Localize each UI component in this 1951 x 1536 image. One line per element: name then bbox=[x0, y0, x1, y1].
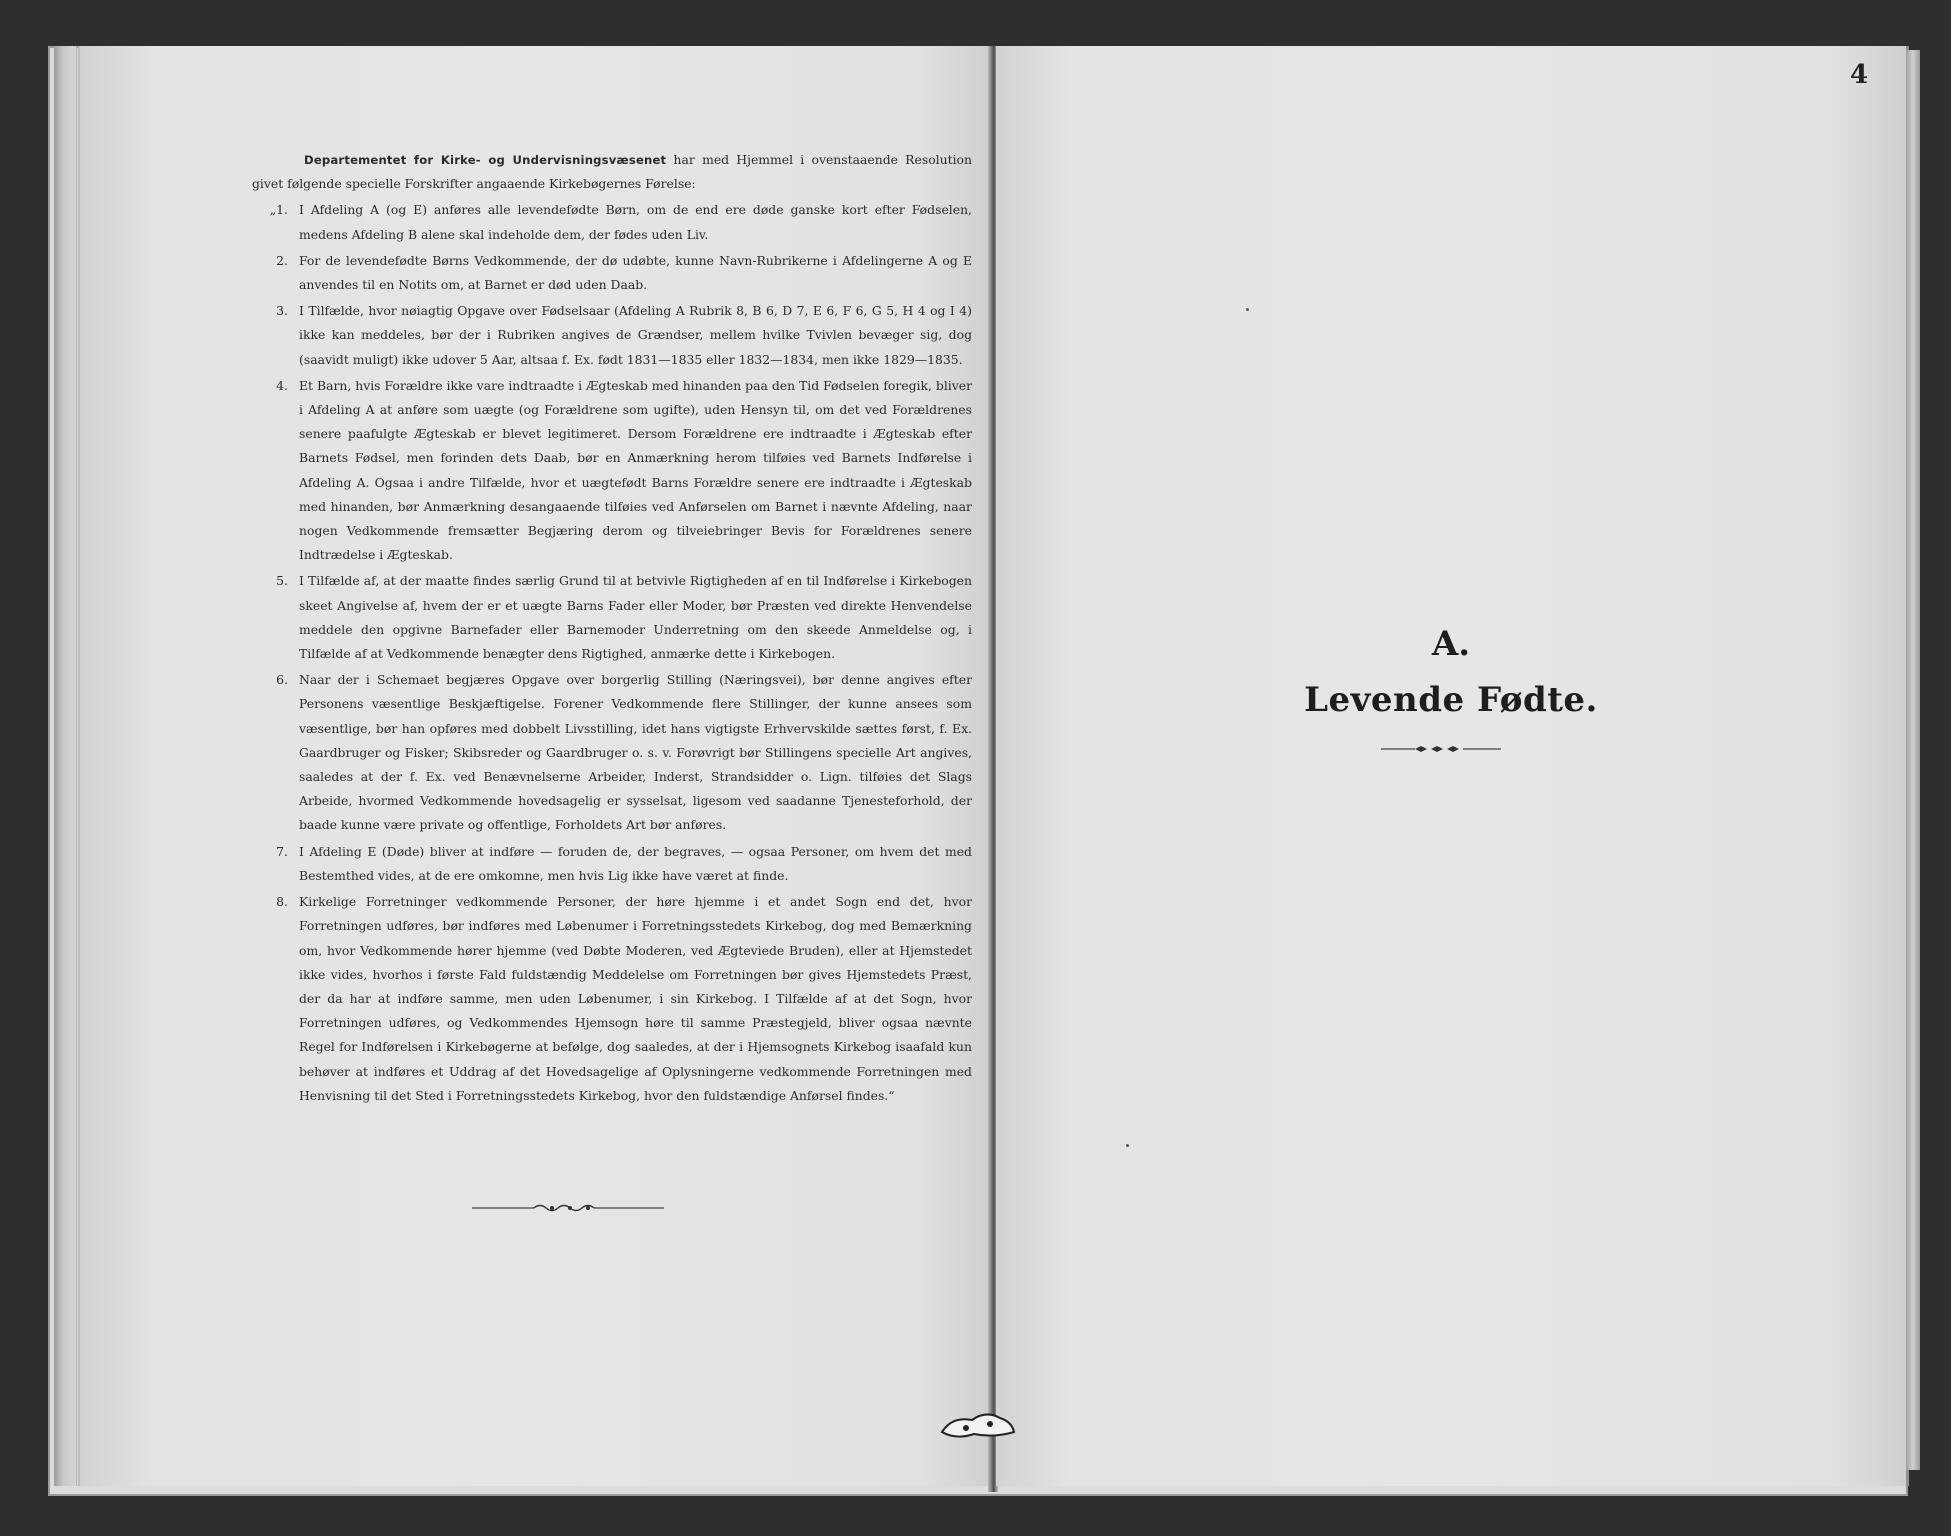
rule-paragraph bbox=[252, 668, 972, 837]
page-number: 4 bbox=[1850, 60, 1869, 90]
section-title: Levende Fødte. bbox=[1304, 680, 1598, 720]
left-page bbox=[78, 46, 992, 1486]
rule-paragraph bbox=[252, 374, 972, 568]
paper-speck bbox=[1126, 1144, 1129, 1147]
ornament-divider-right bbox=[1381, 744, 1501, 754]
rule-text: I Afdeling E (Døde) bliver at indføre — foruden de, der begraves, — ogsaa Personer, om hvem det med Bestemthed vides, at de ere omkomne, men hvis Lig ikke have været at finde. bbox=[299, 843, 972, 883]
right-page bbox=[996, 46, 1909, 1486]
ornament-divider-left bbox=[472, 1202, 664, 1214]
open-register-book bbox=[48, 46, 1908, 1496]
rule-number: 8. bbox=[276, 894, 288, 910]
regulations-text bbox=[252, 148, 972, 1108]
rule-number: 6. bbox=[276, 672, 288, 688]
rule-paragraph bbox=[252, 569, 972, 666]
rule-text: Naar der i Schemaet begjæres Opgave over borgerlig Stilling (Næringsvei), bør denne angives efter Personens væsentlige Beskjæftigelse. Forener Vedkommende flere Stillinger, der kunne ansees som væsentlige, bør han opføres med dobbelt Livsstilling, idet hans vigtigste Erhvervskilde sættes først, f. Ex. Gaardbruger og Fisker; Skibsreder og Gaardbruger o. s. v. Forøvrigt bør Stillingens specielle Art angives, saaledes at der f. Ex. ved Benævnelserne Arbeider, Inderst, Strandsidder o. Lign. tilføies det Slags Arbeide, hvormed Vedkommende hovedsagelig er sysselsat, ligesom ved saadanne Tjenesteforhold, der baade kunne være private og offentlige, Forholdets Art bør anføres. bbox=[299, 672, 972, 833]
rule-number: 3. bbox=[276, 303, 288, 319]
intro-bold-lead: Departementet for Kirke- og Undervisningsvæsenet bbox=[304, 153, 667, 167]
rule-paragraph bbox=[252, 840, 972, 888]
rule-paragraph bbox=[252, 198, 972, 246]
rule-number: 7. bbox=[276, 843, 288, 859]
book-right-edge bbox=[1906, 50, 1920, 1470]
paper-speck bbox=[1246, 308, 1249, 311]
rule-number: 2. bbox=[276, 252, 288, 268]
rule-text: Et Barn, hvis Forældre ikke vare indtraadte i Ægteskab med hinanden paa den Tid Fødselen foregik, bliver i Afdeling A at anføre som uægte (og Forældrene som ugifte), uden Hensyn til, om det ved Forældrenes senere paafulgte Ægteskab er blevet legitimeret. Dersom Forældrene ere indtraadte i Ægteskab efter Barnets Fødsel, men forinden dets Daab, bør en Anmærkning herom tilføies ved Barnets Indførelse i Afdeling A. Ogsaa i andre Tilfælde, hvor et uægtefødt Barns Forældre senere ere indtraadte i Ægteskab med hinanden, bør Anmærkning desangaaende tilføies ved Anførselen om Barnet i nævnte Afdeling, naar nogen Vedkommende fremsætter Begjæring derom og tilveiebringer Bevis for Forældrenes senere Indtrædelse i Ægteskab. bbox=[299, 377, 973, 563]
rule-text: I Afdeling A (og E) anføres alle levendefødte Børn, om de end ere døde ganske kort efter Fødselen, medens Afdeling B alene skal indeholde dem, der fødes uden Liv. bbox=[299, 202, 972, 242]
binding-clasp bbox=[936, 1402, 1020, 1442]
rule-paragraph bbox=[252, 299, 972, 372]
intro-paragraph bbox=[252, 148, 972, 196]
rule-number: „1. bbox=[269, 202, 288, 218]
rule-number: 4. bbox=[276, 377, 288, 393]
rule-paragraph bbox=[252, 890, 972, 1108]
rule-text: Kirkelige Forretninger vedkommende Personer, der høre hjemme i et andet Sogn end det, hvor Forretningen udføres, bør indføres med Løbenumer i Forretningsstedets Kirkebog, dog med Bemærkning om, hvor Vedkommende hører hjemme (ved Døbte Moderen, ved Ægteviede Bruden), eller at Hjemstedet ikke vides, hvorhos i første Fald fuldstændig Meddelelse om Forretningen bør gives Hjemstedets Præst, der da har at indføre samme, men uden Løbenumer, i sin Kirkebog. I Tilfælde af at det Sogn, hvor Forretningen udføres, og Vedkommendes Hjemsogn høre til samme Præstegjeld, bliver ogsaa nævnte Regel for Indførelsen i Kirkebøgerne at befølge, dog saaledes, at der i Hjemsognets Kirkebog isaafald kun behøver at indføres et Uddrag af det Hovedsagelige af Oplysningerne vedkommende Forretningen med Henvisning til det Sted i Forretningsstedets Kirkebog, hvor den fuldstændige Anførsel findes.“ bbox=[299, 894, 972, 1103]
rule-text: I Tilfælde af, at der maatte findes særlig Grund til at betvivle Rigtigheden af en til Indførelse i Kirkebogen skeet Angivelse af, hvem der er et uægte Barns Fader eller Moder, bør Præsten ved direkte Henvendelse meddele den opgivne Barnefader eller Barnemoder Underretning om den skeede Anmeldelse og, i Tilfælde af at Vedkommende benægter dens Rigtighed, anmærke dette i Kirkebogen. bbox=[299, 573, 972, 662]
rule-number: 5. bbox=[276, 573, 288, 589]
rule-text: I Tilfælde, hvor nøiagtig Opgave over Fødselsaar (Afdeling A Rubrik 8, B 6, D 7, E 6, F 6, G 5, H 4 og I 4) ikke kan meddeles, bør der i Rubriken angives de Grændser, mellem hvilke Tvivlen bevæger sig, dog (saavidt muligt) ikke udover 5 Aar, altsaa f. Ex. født 1831—1835 eller 1832—1834, men ikke 1829—1835. bbox=[299, 303, 972, 367]
rules-list bbox=[252, 198, 972, 1108]
section-letter: A. bbox=[1431, 624, 1471, 664]
intro-text: har med Hjemmel i ovenstaaende Resolution givet følgende specielle Forskrifter angaaende Kirkebøgernes Førelse: bbox=[252, 152, 972, 192]
rule-text: For de levendefødte Børns Vedkommende, der dø udøbte, kunne Navn-Rubrikerne i Afdelingerne A og E anvendes til en Notits om, at Barnet er død uden Daab. bbox=[299, 252, 972, 293]
rule-paragraph bbox=[252, 249, 972, 297]
book-left-edge bbox=[54, 46, 77, 1486]
